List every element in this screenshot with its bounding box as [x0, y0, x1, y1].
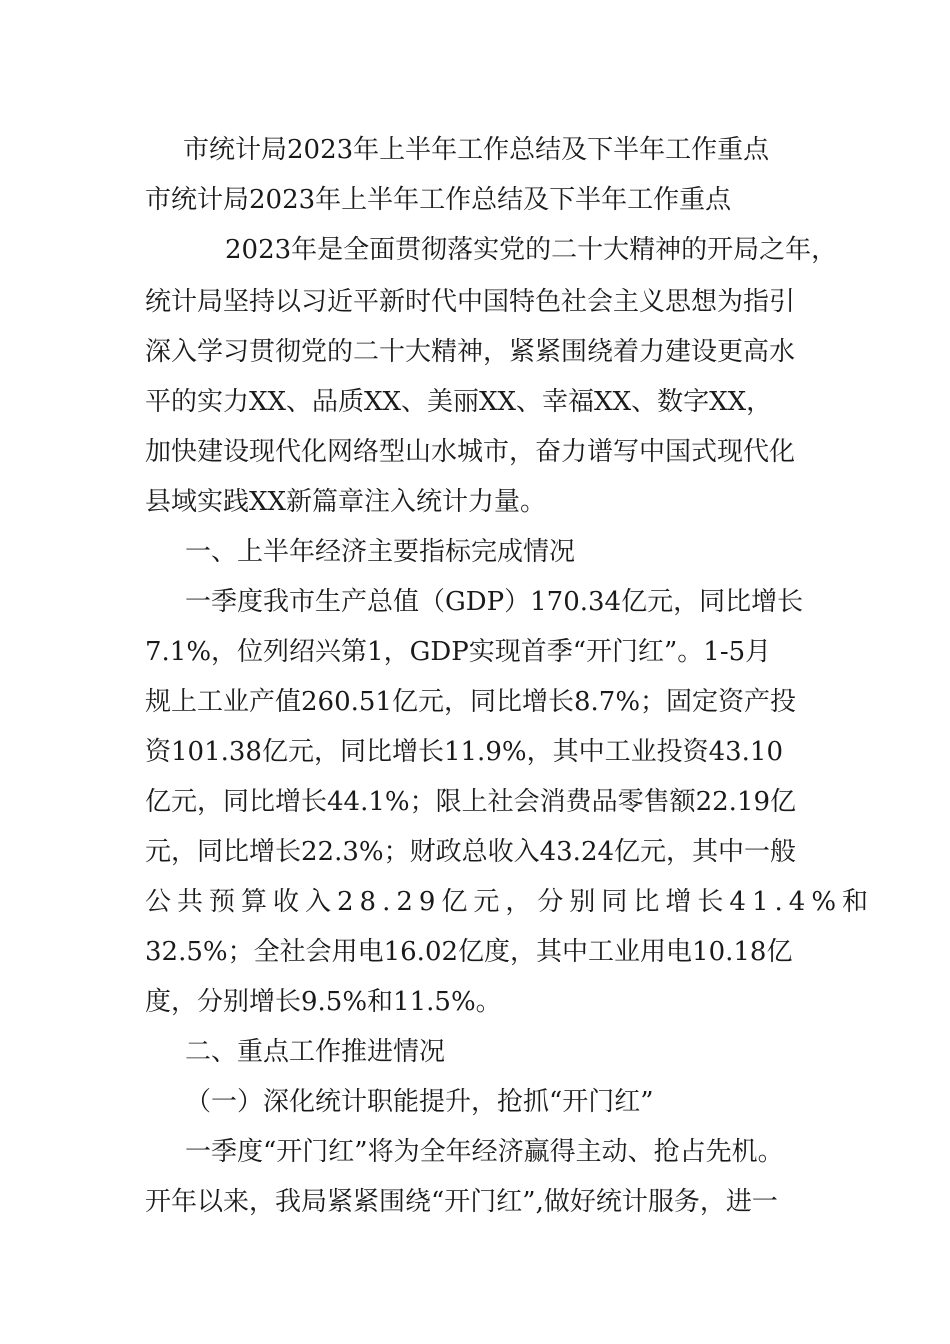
- paragraph-line: 规上工业产值260.51亿元，同比增长8.7%；固定资产投: [145, 687, 797, 717]
- subsection-heading: （一）深化统计职能提升，抢抓“开门红”: [185, 1087, 654, 1117]
- intro-line: 县域实践XX新篇章注入统计力量。: [145, 487, 547, 517]
- intro-line: 加快建设现代化网络型山水城市，奋力谱写中国式现代化: [145, 437, 796, 467]
- section-heading: 一、上半年经济主要指标完成情况: [185, 537, 576, 567]
- intro-line: 深入学习贯彻党的二十大精神，紧紧围绕着力建设更高水: [145, 337, 796, 367]
- paragraph-line: 开年以来，我局紧紧围绕“开门红”,做好统计服务，进一: [145, 1187, 778, 1217]
- paragraph-line: 公共预算收入28.29亿元，分别同比增长41.4%和: [145, 887, 875, 917]
- intro-line: 统计局坚持以习近平新时代中国特色社会主义思想为指引: [145, 287, 796, 317]
- paragraph-line: 32.5%；全社会用电16.02亿度，其中工业用电10.18亿: [145, 937, 793, 967]
- paragraph-line: 亿元，同比增长44.1%；限上社会消费品零售额22.19亿: [145, 787, 797, 817]
- document-title: 市统计局2023年上半年工作总结及下半年工作重点: [145, 185, 732, 215]
- paragraph-line: 一季度我市生产总值（GDP）170.34亿元，同比增长: [185, 587, 804, 617]
- paragraph-line: 度，分别增长9.5%和11.5%。: [145, 987, 502, 1017]
- paragraph-line: 一季度“开门红”将为全年经济赢得主动、抢占先机。: [185, 1137, 784, 1167]
- paragraph-line: 元，同比增长22.3%；财政总收入43.24亿元，其中一般: [145, 837, 797, 867]
- section-heading: 二、重点工作推进情况: [185, 1037, 446, 1067]
- intro-line: 2023年是全面贯彻落实党的二十大精神的开局之年，: [225, 235, 838, 265]
- header-title: 市统计局2023年上半年工作总结及下半年工作重点: [183, 135, 770, 165]
- paragraph-line: 7.1%，位列绍兴第1，GDP实现首季“开门红”。1-5月: [145, 637, 772, 667]
- paragraph-line: 资101.38亿元，同比增长11.9%，其中工业投资43.10: [145, 737, 784, 767]
- intro-line: 平的实力XX、品质XX、美丽XX、幸福XX、数字XX，: [145, 387, 773, 417]
